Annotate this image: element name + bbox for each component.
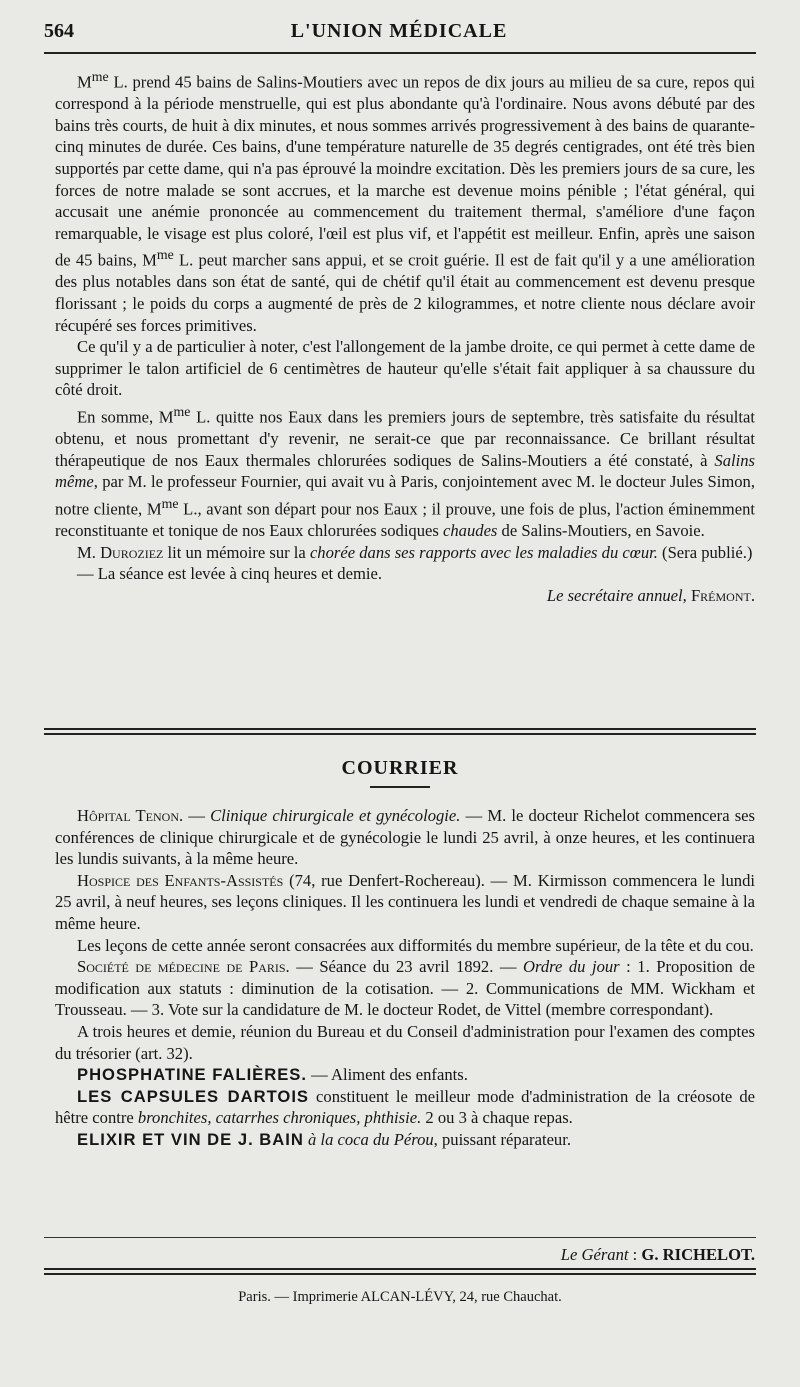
courrier-item-societe: Société de médecine de Paris. — Séance du 23 avril 1892. — Ordre du jour : 1. Proposition de modification aux statuts : diminution de la cotisation. — 2. Communications de MM. Wickham et Trousseau. — 3. Vote sur la candidature de M. le docteur Rodet, de Vittel (membre correspondant).: [55, 957, 755, 1020]
section-divider: [44, 728, 756, 735]
section-title-courrier: COURRIER: [341, 757, 459, 779]
article-paragraph-2: Ce qu'il y a de particulier à noter, c'est l'allongement de la jambe droite, ce qui permet à cette dame de supprimer le talon artificiel de 6 centimètres de hauteur qu'elle s'était fait appliquer à sa chaussure du côté droit.: [55, 337, 755, 400]
footer-rule: [44, 1268, 756, 1275]
page-number: 564: [44, 20, 74, 42]
gerant-signature: Le Gérant : G. RICHELOT.: [560, 1245, 755, 1264]
courrier-item-lecons: Les leçons de cette année seront consacrées aux difformités du membre supérieur, de la tête et du cou.: [77, 935, 754, 955]
article-paragraph-4: M. Duroziez lit un mémoire sur la chorée dans ses rapports avec les maladies du cœur. (Sera publié.): [77, 542, 753, 562]
courrier-item-tenon: Hôpital Tenon. — Clinique chirurgicale et gynécologie. — M. le docteur Richelot commencera ses conférences de clinique chirurgicale et de gynécologie le lundi 25 avril, à onze heures, et les continuera les lundis suivants, à la même heure.: [55, 806, 755, 869]
article-paragraph-1: $M^{me}$ L. prend 45 bains de Salins-Moutiers avec un repos de dix jours au milieu de sa cure, repos qui correspond à la période menstruelle, qui est plus abondante qu'à l'ordinaire. Nous avons débuté par des bains très courts, de huit à dix minutes, et nous sommes arrivés progressivement à des bains de quarante-cinq minutes de durée. Ces bains, d'une température naturelle de 35 degrés centigrades, ont été très bien supportés par cette dame, qui n'a pas éprouvé la moindre excitation. Dès les premiers jours de sa cure, les forces de notre malade se sont accrues, et la marche est devenue moins pénible ; l'état général, qui accusait une anémie prononcée au commencement du traitement thermal, s'améliore d'une façon remarquable, le visage est plus coloré, l'œil est plus vif, et l'appétit est meilleur. Enfin, après une saison de 45 bains, $M^{me}$ L. peut marcher sans appui, et se croit guérie. Il est de fait qu'il y a une amélioration des plus notables dans son état de santé, qui de chétif qu'il était au commencement est devenu presque florissant ; le poids du corps a augmenté de près de 2 kilogrammes, et notre cliente nous déclare avoir récupéré ses forces primitives.: [55, 69, 755, 335]
header-rule: [44, 52, 756, 54]
ads-rule: [44, 1237, 756, 1238]
article-body: [55, 66, 755, 606]
secretary-signature: Le secrétaire annuel, Frémont.: [546, 585, 755, 605]
ad-capsules-dartois: LES CAPSULES DARTOIS constituent le meilleur mode d'administration de la créosote de hêtre contre bronchites, catarrhes chroniques, phthisie. 2 ou 3 à chaque repas.: [55, 1086, 755, 1128]
session-closing: — La séance est levée à cinq heures et demie.: [77, 564, 382, 584]
title-underline: [370, 786, 430, 788]
running-title: L'UNION MÉDICALE: [290, 20, 508, 42]
courrier-item-reunion: A trois heures et demie, réunion du Bureau et du Conseil d'administration pour l'examen des comptes du trésorier (art. 32).: [55, 1021, 755, 1063]
courrier-item-enfants-assistes: Hospice des Enfants-Assistés (74, rue Denfert-Rochereau). — M. Kirmisson commencera le lundi 25 avril, à neuf heures, ses leçons cliniques. Il les continuera les lundi et vendredi de chaque semaine à la même heure.: [55, 870, 755, 933]
courrier-body: [55, 805, 755, 1151]
printer-imprint: Paris. — Imprimerie ALCAN-LÉVY, 24, rue Chauchat.: [238, 1289, 562, 1305]
article-paragraph-3: En somme, $M^{me}$ L. quitte nos Eaux dans les premiers jours de septembre, très satisfaite du résultat obtenu, et nous promettant d'y revenir, ne serait-ce que par reconnaissance. Ce brillant résultat thérapeutique de nos Eaux thermales chlorurées sodiques de Salins-Moutiers a été constaté, à Salins même, par M. le professeur Fournier, qui avait vu à Paris, conjointement avec M. le docteur Jules Simon, notre cliente, $M^{me}$ L., avant son départ pour nos Eaux ; il prouve, une fois de plus, l'action éminemment reconstituante et tonique de nos Eaux chlorurées sodiques chaudes de Salins-Moutiers, en Savoie.: [55, 403, 755, 540]
ad-elixir-bain: ELIXIR ET VIN DE J. BAIN à la coca du Pérou, puissant réparateur.: [77, 1129, 571, 1149]
ad-phosphatine: PHOSPHATINE FALIÈRES. — Aliment des enfants.: [77, 1065, 468, 1085]
page-header: [44, 16, 754, 48]
